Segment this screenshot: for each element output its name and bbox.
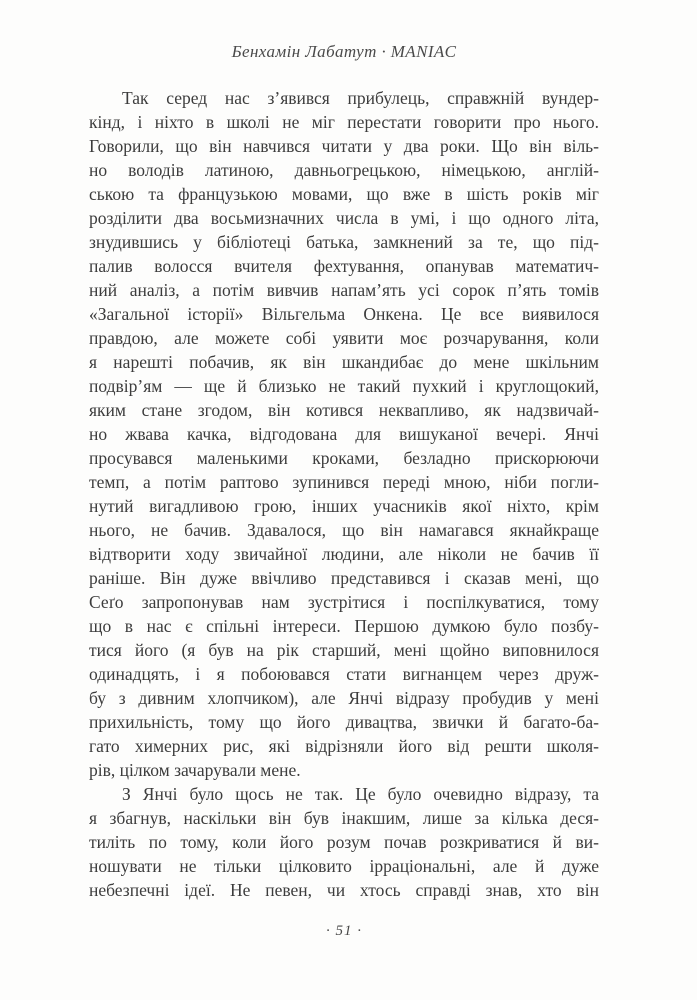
text-line: правдою, але можете собі уявити моє розчарування, коли <box>89 328 599 348</box>
text-line: знудившись у бібліотеці батька, замкнений за те, що під- <box>89 232 599 252</box>
text-line: прихильність, тому що його дивацтва, звички й багато-ба- <box>89 712 599 732</box>
text-line: раніше. Він дуже ввічливо представився і сказав мені, що <box>89 568 599 588</box>
text-line: небезпечні ідеї. Не певен, чи хтось справді знав, хто він <box>89 880 599 900</box>
text-line: ношувати не тільки цілковито ірраціональні, але й дуже <box>89 856 599 876</box>
text-line: рів, цілком зачарували мене. <box>89 760 301 780</box>
text-line: З Янчі було щось не так. Це було очевидно відразу, та <box>122 784 599 804</box>
text-line: кінд, і ніхто в школі не міг перестати говорити про нього. <box>89 112 599 132</box>
text-line: палив волосся вчителя фехтування, опанував математич- <box>89 256 599 276</box>
text-line: я збагнув, наскільки він був інакшим, лише за кілька деся- <box>89 808 599 828</box>
text-line: темп, а потім раптово зупинився переді мною, ніби погли- <box>89 472 599 492</box>
text-line: но жвава качка, відгодована для вишуканої вечері. Янчі <box>89 424 599 444</box>
text-line: Сеґо запропонував нам зустрітися і поспілкуватися, тому <box>89 592 599 612</box>
text-line: відтворити ходу звичайної людини, але ніколи не бачив її <box>89 544 599 564</box>
running-header: Бенхамін Лабатут · MANIAC <box>231 42 457 61</box>
text-line: ний аналіз, а потім вивчив напам’ять усі сорок п’ять томів <box>89 280 599 300</box>
text-line: тися його (я був на рік старший, мені щойно виповнилося <box>89 640 599 660</box>
text-line: Говорили, що він навчився читати у два роки. Що він віль- <box>89 136 599 156</box>
text-line: Так серед нас з’явився прибулець, справжній вундер- <box>122 88 599 108</box>
body-text <box>89 86 599 902</box>
text-line: подвір’ям — ще й близько не такий пухкий і круглощокий, <box>89 376 599 396</box>
text-line: просувався маленькими кроками, безладно прискорюючи <box>89 448 599 468</box>
text-line: гато химерних рис, які відрізняли його від решти школя- <box>89 736 599 756</box>
text-line: я нарешті побачив, як він шкандибає до мене шкільним <box>89 352 599 372</box>
text-line: одинадцять, і я побоювався стати вигнанцем через друж- <box>89 664 599 684</box>
text-line: що в нас є спільні інтереси. Першою думкою було позбу- <box>89 616 599 636</box>
text-line: розділити два восьмизначних числа в умі, і що одного літа, <box>89 208 599 228</box>
text-line: нутий вигадливою грою, інших учасників якої ніхто, крім <box>89 496 599 516</box>
text-line: тиліть по тому, коли його розум почав розкриватися й ви- <box>89 832 599 852</box>
text-line: бу з дивним хлопчиком), але Янчі відразу пробудив у мені <box>89 688 599 708</box>
text-line: яким стане згодом, він котився неквапливо, як надзвичай- <box>89 400 599 420</box>
text-line: но володів латиною, давньогрецькою, німецькою, англій- <box>89 160 599 180</box>
page-number: · 51 · <box>326 923 362 939</box>
text-line: нього, не бачив. Здавалося, що він намагався якнайкраще <box>89 520 599 540</box>
text-line: «Загальної історії» Вільгельма Онкена. Це все виявилося <box>89 304 599 324</box>
text-line: ською та французькою мовами, що вже в шість років міг <box>89 184 599 204</box>
